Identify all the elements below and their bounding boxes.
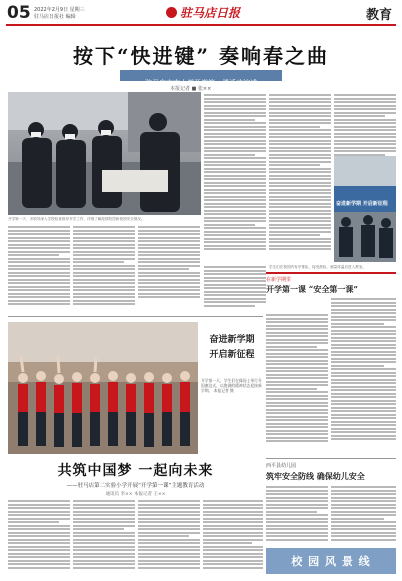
article-col-o [203, 500, 263, 576]
main-subhead-text: 驻马店市中小学开学第一课活动综述 [145, 79, 257, 87]
inspection-photo [8, 92, 201, 215]
article-col-e [73, 226, 135, 312]
right-lower-header [266, 458, 396, 482]
right-box-title: 开学第一课 “安全第一课” [266, 284, 358, 294]
masthead-logo [166, 2, 240, 22]
bottom-subhead: ——驻马店第二实验小学开展“开学第一课”主题教育活动 [66, 483, 205, 489]
inspection-scene [8, 92, 201, 215]
insert-box [201, 322, 263, 454]
header-date-1: 2022年2月9日 星期三 [34, 7, 85, 13]
bottom-byline: 通讯员 李×× 本报记者 王×× [105, 492, 166, 497]
right-box-label: 在新学期里 [266, 277, 292, 283]
article-col-a [204, 94, 266, 264]
right-feature-box [266, 272, 396, 294]
main-subhead [120, 70, 282, 87]
right-lower-headline: 筑牢安全防线 确保幼儿安全 [266, 471, 365, 481]
school-gate-scene [334, 156, 396, 262]
page-number: 05 [7, 3, 31, 23]
article-col-d [8, 226, 70, 312]
gate-banner [336, 190, 394, 206]
section-label: 教育 [365, 8, 392, 23]
insert-title-2: 开启新征程 [209, 350, 255, 360]
main-byline: 本报记者 ■ 张×× [170, 86, 212, 92]
article-col-g [204, 266, 266, 312]
article-col-j [266, 486, 328, 544]
flag-ceremony-photo [8, 322, 198, 454]
campus-banner [266, 548, 396, 574]
article-col-n [138, 500, 200, 576]
right-lower-subhead: 西平县幼儿园 [266, 463, 297, 469]
flag-ceremony-scene [8, 322, 198, 454]
header-date-2: 驻马店日报社 编辑 [34, 14, 76, 20]
bottom-headline: 共筑中国梦 一起向未来 [57, 463, 214, 479]
gate-banner-text: 奋进新学期 开启新征程 [336, 201, 388, 206]
article-col-h [266, 314, 328, 454]
section-divider [8, 316, 263, 317]
article-col-k [331, 486, 396, 544]
article-col-f [138, 226, 200, 312]
campus-banner-text: 校 园 风 景 线 [291, 555, 371, 568]
right-photo-caption-text: 学生们在校园内有序排队，接受晨检，测量体温后进入教室。 [269, 265, 367, 269]
insert-caption: 开学第一天，学生们在操场上举行升国旗仪式，以饱满的精神状态迎接新学期。 本报记者 摄 [201, 378, 262, 393]
top-photo-caption-text: 开学第一天，市领导深入学校检查指导开学工作，详细了解疫情防控和校园安全情况。 [8, 217, 145, 221]
header-rule [6, 24, 396, 26]
article-col-m [73, 500, 135, 576]
masthead-emblem-icon [166, 7, 177, 18]
article-col-l [8, 500, 70, 576]
article-col-b [269, 94, 331, 264]
article-col-i [331, 298, 396, 454]
top-photo-caption [8, 217, 201, 223]
masthead-logo-text: 驻马店日报 [180, 5, 241, 20]
insert-title-1: 奋进新学期 [209, 335, 255, 345]
school-gate-photo [334, 156, 396, 262]
main-headline: 按下“快进键” 奏响春之曲 [73, 44, 329, 68]
page-header [0, 0, 402, 26]
